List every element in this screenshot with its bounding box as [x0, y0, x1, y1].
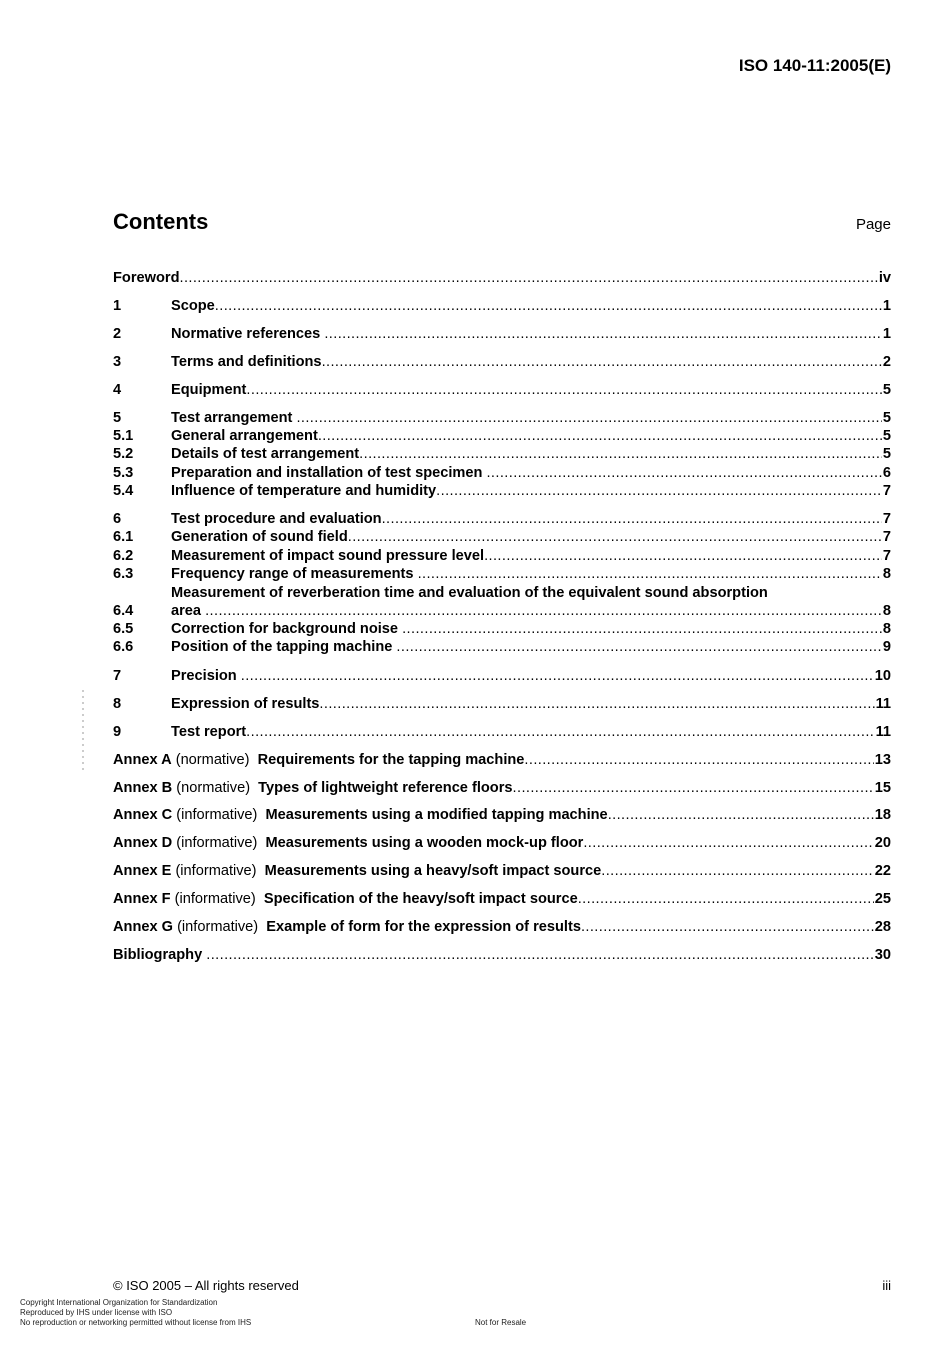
toc-entry[interactable]	[113, 695, 891, 713]
toc-entry-title: Normative references	[171, 326, 325, 342]
dot-leader	[396, 638, 881, 656]
not-for-resale: Not for Resale	[475, 1318, 527, 1327]
toc-entry[interactable]	[113, 409, 891, 427]
toc-entry-page: 18	[874, 807, 891, 823]
toc-entry-title	[113, 862, 601, 880]
toc-entry[interactable]	[113, 427, 891, 445]
ihs-notice-line: Reproduced by IHS under license with ISO	[20, 1308, 173, 1317]
annex-kind: (normative)	[171, 752, 258, 768]
toc-entry-page: 11	[875, 724, 891, 740]
toc-entry-page: 5	[882, 382, 891, 398]
footer-copyright: © ISO 2005 – All rights reserved	[113, 1278, 299, 1293]
toc-entry-title: Measurement of impact sound pressure level	[171, 548, 485, 564]
toc-entry[interactable]	[113, 445, 891, 463]
toc-entry-page: 5	[882, 428, 891, 444]
page-title: Contents	[113, 209, 209, 234]
toc-entry-number: 7	[113, 668, 122, 684]
annex-title: Specification of the heavy/soft impact source	[263, 891, 578, 907]
toc-entry[interactable]	[113, 565, 891, 583]
dot-leader	[608, 806, 874, 824]
dot-leader	[601, 862, 874, 880]
toc-entry-page: 7	[882, 548, 891, 564]
annex-label: Annex F	[113, 891, 171, 907]
annex-label: Annex E	[113, 863, 172, 879]
annex-title: Measurements using a heavy/soft impact source	[264, 863, 602, 879]
annex-kind: (normative)	[172, 780, 259, 796]
toc-entry[interactable]	[113, 946, 891, 964]
toc-entry-number: 9	[113, 724, 122, 740]
dot-leader	[418, 565, 882, 583]
annex-label: Annex B	[113, 780, 173, 796]
dot-leader	[484, 547, 882, 565]
toc-entry-page: 5	[882, 410, 891, 426]
toc-entry-page: 13	[874, 752, 891, 768]
toc-entry-number: 6.6	[113, 639, 134, 655]
toc-entry-page: 22	[874, 863, 891, 879]
toc-entry-page: 8	[882, 621, 891, 637]
toc-entry[interactable]	[113, 325, 891, 343]
annex-kind: (informative)	[172, 835, 266, 851]
toc-entry-title: Foreword	[113, 270, 180, 286]
toc-entry[interactable]	[113, 353, 891, 371]
annex-title: Measurements using a modified tapping machine	[265, 807, 608, 823]
toc-entry[interactable]	[113, 482, 891, 500]
toc-entry-page: 7	[882, 511, 891, 527]
toc-entry-page: iv	[878, 270, 891, 286]
dot-leader	[578, 890, 874, 908]
annex-label: Annex D	[113, 835, 173, 851]
toc-entry-page: 8	[882, 566, 891, 582]
toc-entry[interactable]	[113, 723, 891, 741]
toc-entry-title	[113, 751, 524, 769]
toc-entry-title	[113, 779, 513, 797]
dot-leader	[348, 528, 882, 546]
page-column-label: Page	[855, 216, 891, 233]
toc-entry-page: 30	[874, 947, 891, 963]
toc-entry-title-line1[interactable]: Measurement of reverberation time and evaluation of the equivalent sound absorption	[171, 585, 768, 601]
dot-leader	[524, 751, 873, 769]
toc-entry-page: 11	[875, 696, 891, 712]
dot-leader	[581, 918, 874, 936]
toc-entry-page: 6	[882, 465, 891, 481]
document-id: ISO 140-11:2005(E)	[738, 56, 891, 75]
dot-leader	[246, 381, 881, 399]
toc-entry-number: 5.1	[113, 428, 134, 444]
toc-entry-page: 10	[874, 668, 891, 684]
toc-entry-page: 1	[882, 326, 891, 342]
annex-kind: (informative)	[173, 919, 267, 935]
toc-entry[interactable]	[113, 667, 891, 685]
dot-leader	[246, 723, 874, 741]
toc-entry-number: 5.3	[113, 465, 134, 481]
toc-entry-title	[113, 834, 583, 852]
toc-entry[interactable]	[113, 862, 891, 880]
toc-entry-number: 1	[113, 298, 122, 314]
dot-leader	[324, 325, 882, 343]
toc-entry-number: 6.4	[113, 603, 134, 619]
toc-entry[interactable]	[113, 510, 891, 528]
dot-leader	[241, 667, 874, 685]
toc-entry-page: 15	[874, 780, 891, 796]
toc-entry[interactable]	[113, 602, 891, 620]
dot-leader	[296, 409, 881, 427]
toc-entry-title: area	[171, 603, 206, 619]
toc-entry-number: 5.4	[113, 483, 134, 499]
toc-entry[interactable]	[113, 547, 891, 565]
toc-entry-number: 6.2	[113, 548, 134, 564]
toc-entry[interactable]	[113, 464, 891, 482]
toc-entry-title: Terms and definitions	[171, 354, 322, 370]
toc-entry-number: 5	[113, 410, 122, 426]
toc-entry-title: Test arrangement	[171, 410, 297, 426]
toc-entry-page: 1	[882, 298, 891, 314]
ihs-notice-line: No reproduction or networking permitted without license from IHS	[20, 1318, 252, 1327]
toc-entry-page: 2	[882, 354, 891, 370]
toc-entry-page: 8	[882, 603, 891, 619]
toc-entry-title: Generation of sound field	[171, 529, 348, 545]
footer-page-number: iii	[882, 1278, 891, 1293]
annex-title: Requirements for the tapping machine	[257, 752, 525, 768]
toc-entry-number: 6	[113, 511, 122, 527]
toc-entry-title: Preparation and installation of test specimen	[171, 465, 487, 481]
toc-entry-title: Precision	[171, 668, 241, 684]
annex-title: Example of form for the expression of results	[266, 919, 581, 935]
toc-entry-title: Test report	[171, 724, 247, 740]
toc-entry-page: 7	[882, 529, 891, 545]
toc-entry-title: Bibliography	[113, 947, 203, 963]
toc-entry-page: 5	[882, 446, 891, 462]
toc-entry-page: 7	[882, 483, 891, 499]
dot-leader	[436, 482, 882, 500]
toc-entry-page: 20	[874, 835, 891, 851]
toc-entry-title: Equipment	[171, 382, 247, 398]
margin-watermark	[82, 690, 84, 770]
toc-entry-title	[113, 806, 608, 824]
toc-entry[interactable]	[113, 779, 891, 797]
toc-entry-number: 2	[113, 326, 122, 342]
dot-leader	[583, 834, 873, 852]
toc-entry-page: 9	[882, 639, 891, 655]
toc-entry-number: 3	[113, 354, 122, 370]
toc-entry[interactable]	[113, 751, 891, 769]
toc-entry-title	[113, 890, 578, 908]
toc-entry[interactable]	[113, 269, 891, 287]
annex-title: Measurements using a wooden mock-up floor	[265, 835, 584, 851]
annex-label: Annex C	[113, 807, 173, 823]
dot-leader	[206, 946, 874, 964]
toc-entry-number: 8	[113, 696, 122, 712]
toc-entry[interactable]	[113, 381, 891, 399]
toc-entry-page: 25	[874, 891, 891, 907]
dot-leader	[513, 779, 874, 797]
toc-entry-title: Position of the tapping machine	[171, 639, 397, 655]
toc-entry-number: 6.5	[113, 621, 134, 637]
toc-entry[interactable]	[113, 620, 891, 638]
toc-entry-title: General arrangement	[171, 428, 318, 444]
toc-entry-page: 28	[874, 919, 891, 935]
dot-leader	[215, 297, 882, 315]
toc-entry[interactable]	[113, 297, 891, 315]
annex-title: Types of lightweight reference floors	[258, 780, 513, 796]
dot-leader	[486, 464, 881, 482]
dot-leader	[319, 695, 874, 713]
annex-label: Annex G	[113, 919, 174, 935]
dot-leader	[322, 353, 882, 371]
toc-entry-number: 6.1	[113, 529, 134, 545]
toc-entry[interactable]	[113, 918, 891, 936]
toc-entry-number: 6.3	[113, 566, 134, 582]
dot-leader	[205, 602, 882, 620]
toc-entry[interactable]	[113, 890, 891, 908]
toc-entry[interactable]	[113, 528, 891, 546]
ihs-notice-line: Copyright International Organization for Standardization	[20, 1298, 218, 1307]
toc-entry[interactable]	[113, 638, 891, 656]
dot-leader	[359, 445, 882, 463]
toc-entry-title: Scope	[171, 298, 215, 314]
toc-entry-number: 5.2	[113, 446, 134, 462]
annex-kind: (informative)	[170, 891, 264, 907]
dot-leader	[382, 510, 882, 528]
toc-entry-title: Correction for background noise	[171, 621, 403, 637]
dot-leader	[318, 427, 882, 445]
toc-entry-title: Influence of temperature and humidity	[171, 483, 437, 499]
toc-entry-title: Test procedure and evaluation	[171, 511, 382, 527]
toc-entry-title: Expression of results	[171, 696, 320, 712]
toc-entry-title: Frequency range of measurements	[171, 566, 418, 582]
annex-kind: (informative)	[172, 807, 266, 823]
annex-kind: (informative)	[171, 863, 265, 879]
toc-entry-number: 4	[113, 382, 122, 398]
annex-label: Annex A	[113, 752, 172, 768]
dot-leader	[402, 620, 882, 638]
dot-leader	[179, 269, 877, 287]
toc-entry-title: Details of test arrangement	[171, 446, 360, 462]
toc-entry[interactable]	[113, 834, 891, 852]
toc-entry-title	[113, 918, 581, 936]
toc-entry[interactable]	[113, 806, 891, 824]
